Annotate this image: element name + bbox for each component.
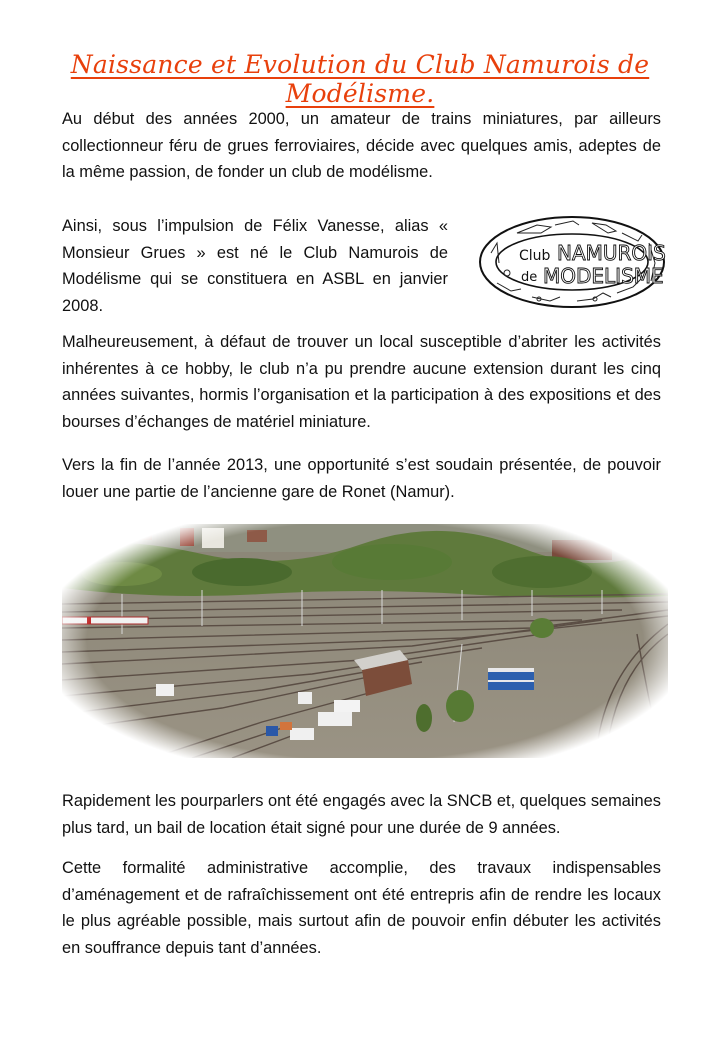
paragraph-renovation: Cette formalité administrative accomplie, des travaux indispensables d’aménagement et de rafraîchissement ont été entrepris afin de rendre les locaux le plus agréable possible, mais surtout afin de pouvoir enfin débuter les activités en souffrance depuis tant d’années.: [62, 859, 661, 957]
logo-namurois-text: NAMUROIS: [557, 241, 666, 265]
paragraph-sncb-lease: Rapidement les pourparlers ont été engagés avec la SNCB et, quelques semaines plus tard, un bail de location était signé pour une durée de 9 années.: [62, 792, 661, 837]
station-aerial-photo: [62, 524, 668, 758]
club-logo-graphic: [477, 213, 667, 311]
logo-modelisme-text: MODELISME: [543, 264, 664, 288]
paragraph-intro: Au début des années 2000, un amateur de trains miniatures, par ailleurs collectionneur féru de grues ferroviaires, décide avec quelques amis, adeptes de la même passion, de fonder un club de modélisme.: [62, 110, 661, 181]
page-title: [0, 50, 720, 108]
page-title-text: Naissance et Evolution du Club Namurois de Modélisme.: [70, 50, 650, 108]
logo-de-text: de: [521, 270, 538, 285]
paragraph-no-venue: Malheureusement, à défaut de trouver un local susceptible d’abriter les activités inhérentes à ce hobby, le club n’a pu prendre aucune extension durant les cinq années suivantes, hormis l’organisation et la participation à des expositions et des bourses d’échanges de matériel miniature.: [62, 333, 661, 431]
station-aerial-illustration: [62, 524, 668, 758]
paragraph-founding: Ainsi, sous l’impulsion de Félix Vanesse, alias « Monsieur Grues » est né le Club Namurois de Modélisme qui se constituera en ASBL en janvier 2008.: [62, 217, 448, 315]
paragraph-ronet-opportunity: Vers la fin de l’année 2013, une opportunité s’est soudain présentée, de pouvoir louer une partie de l’ancienne gare de Ronet (Namur).: [62, 456, 661, 501]
logo-club-text: Club: [519, 248, 551, 264]
club-logo: [477, 213, 667, 311]
